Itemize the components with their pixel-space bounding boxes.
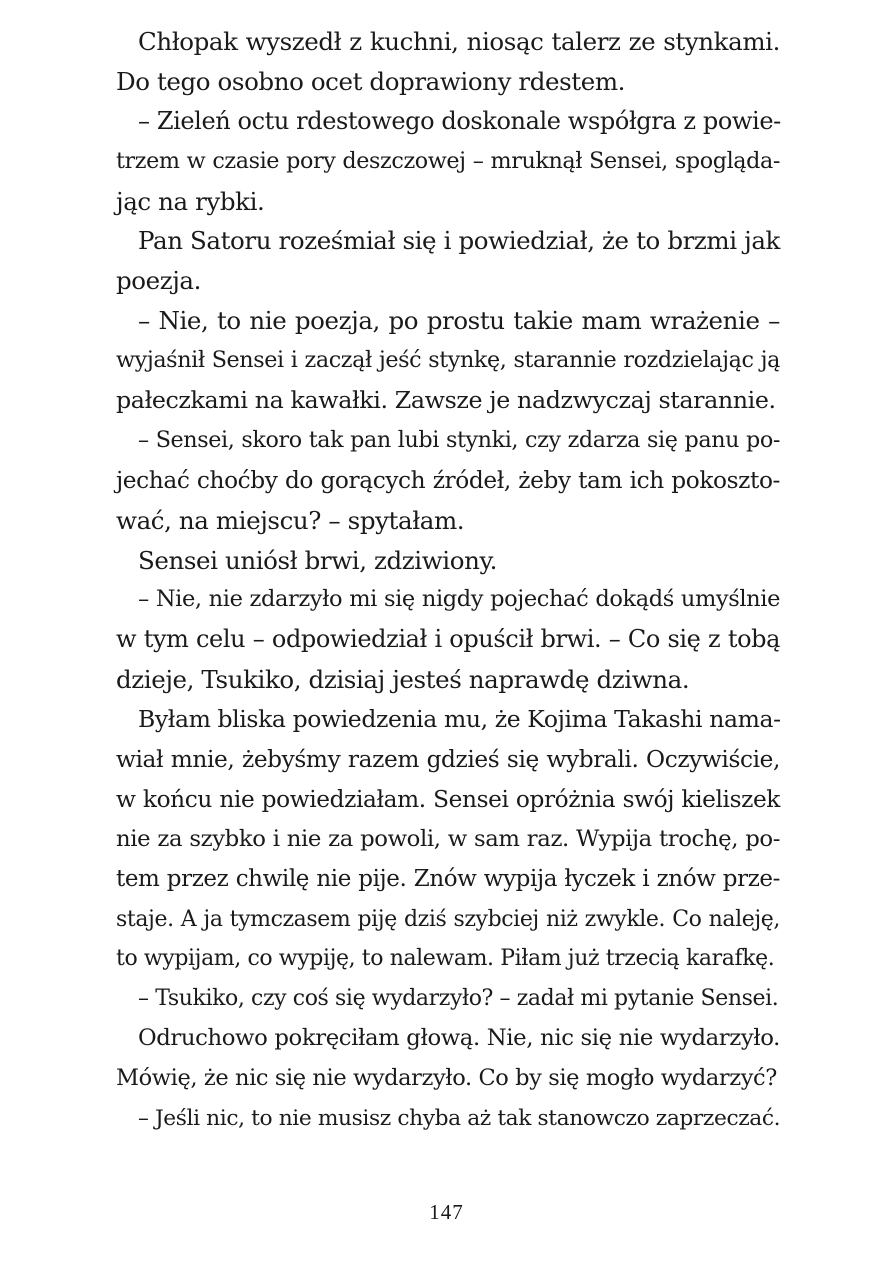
text-line: – Nie, to nie poezja, po prostu takie mam wrażenie – [138, 306, 780, 336]
text-line: w końcu nie powiedziałam. Sensei opróżnia swój kieliszek [116, 785, 780, 813]
text-line: – Jeśli nic, to nie musisz chyba aż tak stanowczo zaprzeczać. [138, 1106, 781, 1132]
text-line: Mówię, że nic się nie wydarzyło. Co by się mogło wydarzyć? [116, 1065, 777, 1092]
text-line: pałeczkami na kawałki. Zawsze je nadzwyczaj starannie. [116, 386, 776, 415]
text-line: Odruchowo pokręciłam głową. Nie, nic się nie wydarzyło. [138, 1025, 780, 1052]
text-line: – Zieleń octu rdestowego doskonale współgra z powie- [138, 106, 781, 135]
text-line: to wypijam, co wypiję, to nalewam. Piłam już trzecią karafkę. [116, 946, 775, 972]
text-line: dzieje, Tsukiko, dzisiaj jesteś naprawdę dziwna. [116, 665, 690, 695]
text-line: wyjaśnił Sensei i zaczął jeść stynkę, starannie rozdzielając ją [116, 347, 780, 374]
page-number: 147 [429, 1200, 464, 1224]
text-line: Sensei uniósł brwi, zdziwiony. [138, 545, 498, 575]
text-line: nie za szybko i nie za powoli, w sam raz. Wypija trochę, po- [116, 825, 780, 852]
text-line: – Nie, nie zdarzyło mi się nigdy pojechać dokądś umyślnie [138, 586, 780, 613]
text-line: Pan Satoru roześmiał się i powiedział, że to brzmi jak [138, 226, 780, 256]
text-line: – Tsukiko, czy coś się wydarzyło? – zadał mi pytanie Sensei. [138, 986, 779, 1012]
text-line: trzem w czasie pory deszczowej – mruknął Sensei, spogląda- [116, 147, 780, 174]
text-line: wać, na miejscu? – spytałam. [116, 505, 465, 535]
text-line: jąc na rybki. [116, 186, 265, 216]
text-line: w tym celu – odpowiedział i opuścił brwi. – Co się z tobą [116, 625, 780, 654]
text-line: tem przez chwilę nie pije. Znów wypija łyczek i znów prze- [116, 865, 780, 892]
text-line: jechać choćby do gorących źródeł, żeby tam ich pokoszto- [116, 466, 780, 494]
text-line: – Sensei, skoro tak pan lubi stynki, czy zdarza się panu po- [138, 426, 780, 453]
text-line: wiał mnie, żebyśmy razem gdzieś się wybrali. Oczywiście, [116, 746, 780, 774]
text-line: poezja. [116, 266, 202, 296]
text-line: staje. A ja tymczasem piję dziś szybciej niż zwykle. Co naleję, [116, 906, 780, 932]
text-line: Byłam bliska powiedzenia mu, że Kojima Takashi nama- [138, 705, 781, 734]
text-line: Chłopak wyszedł z kuchni, niosąc talerz ze stynkami. [138, 27, 780, 56]
page-body-text [116, 22, 780, 1139]
text-line: Do tego osobno ocet doprawiony rdestem. [116, 66, 626, 96]
